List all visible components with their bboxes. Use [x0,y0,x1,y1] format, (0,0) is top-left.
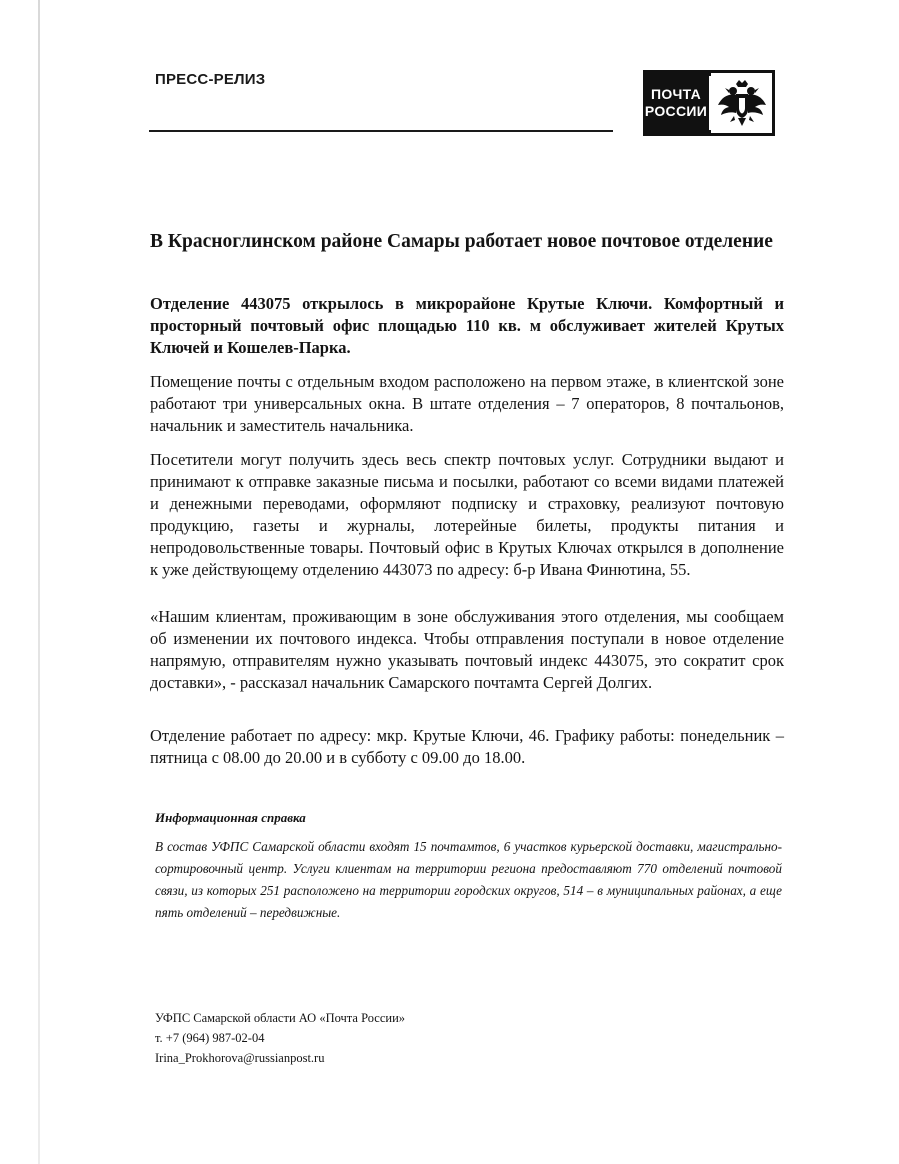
footer-phone: т. +7 (964) 987-02-04 [155,1031,265,1045]
russian-post-logo [643,70,775,136]
double-headed-eagle-icon [711,73,772,133]
article-paragraph: Посетители могут получить здесь весь спектр почтовых услуг. Сотрудники выдают и принимают к отправке заказные письма и посылки, работают со всеми видами платежей и денежными переводами, оформляют подписку и страховку, реализуют почтовую продукцию, газеты и журналы, лотерейные билеты, продукты питания и непродовольственные товары. Почтовый офис в Крутых Ключах открылся в дополнение к уже действующему отделению 443073 по адресу: б-р Ивана Финютина, 55. [150,450,784,579]
logo-wordmark [643,70,709,136]
footer-organization: УФПС Самарской области АО «Почта России» [155,1011,406,1025]
scan-edge [38,0,40,1164]
contact-footer [155,1008,405,1068]
press-release-label: ПРЕСС-РЕЛИЗ [155,71,266,88]
article-paragraph: Помещение почты с отдельным входом расположено на первом этаже, в клиентской зоне работают три универсальных окна. В штате отделения – 7 операторов, 8 почтальонов, начальник и заместитель начальника. [150,372,784,435]
info-note-title: Информационная справка [155,810,306,825]
article-paragraph: Отделение работает по адресу: мкр. Крутые Ключи, 46. Графику работы: понедельник – пятница с 08.00 до 20.00 и в субботу с 09.00 до 18.00. [150,726,784,767]
logo-line-2: РОССИИ [644,103,708,119]
logo-line-1: ПОЧТА [650,86,702,102]
article-paragraph: «Нашим клиентам, проживающим в зоне обслуживания этого отделения, мы сообщаем об изменении их почтового индекса. Чтобы отправления поступали в новое отделение напрямую, отправителям нужно указывать почтовый индекс 443075, это сократит срок доставки», - рассказал начальник Самарского почтамта Сергей Долгих. [150,607,784,692]
header-divider [149,130,613,132]
info-note-text: В состав УФПС Самарской области входят 15 почтамтов, 6 участков курьерской доставки, магистрально-сортировочный центр. Услуги клиентам на территории региона предоставляют 770 отделений почтовой связи, из которых 251 расположено на территории городских округов, 514 – в муниципальных районах, а еще пять отделений – передвижные. [155,839,782,920]
footer-email: Irina_Prokhorova@russianpost.ru [155,1051,325,1065]
article-lead: Отделение 443075 открылось в микрорайоне Крутые Ключи. Комфортный и просторный почтовый офис площадью 110 кв. м обслуживает жителей Крутых Ключей и Кошелев-Парка. [150,294,784,357]
article-headline: В Красноглинском районе Самары работает новое почтовое отделение [150,231,773,252]
